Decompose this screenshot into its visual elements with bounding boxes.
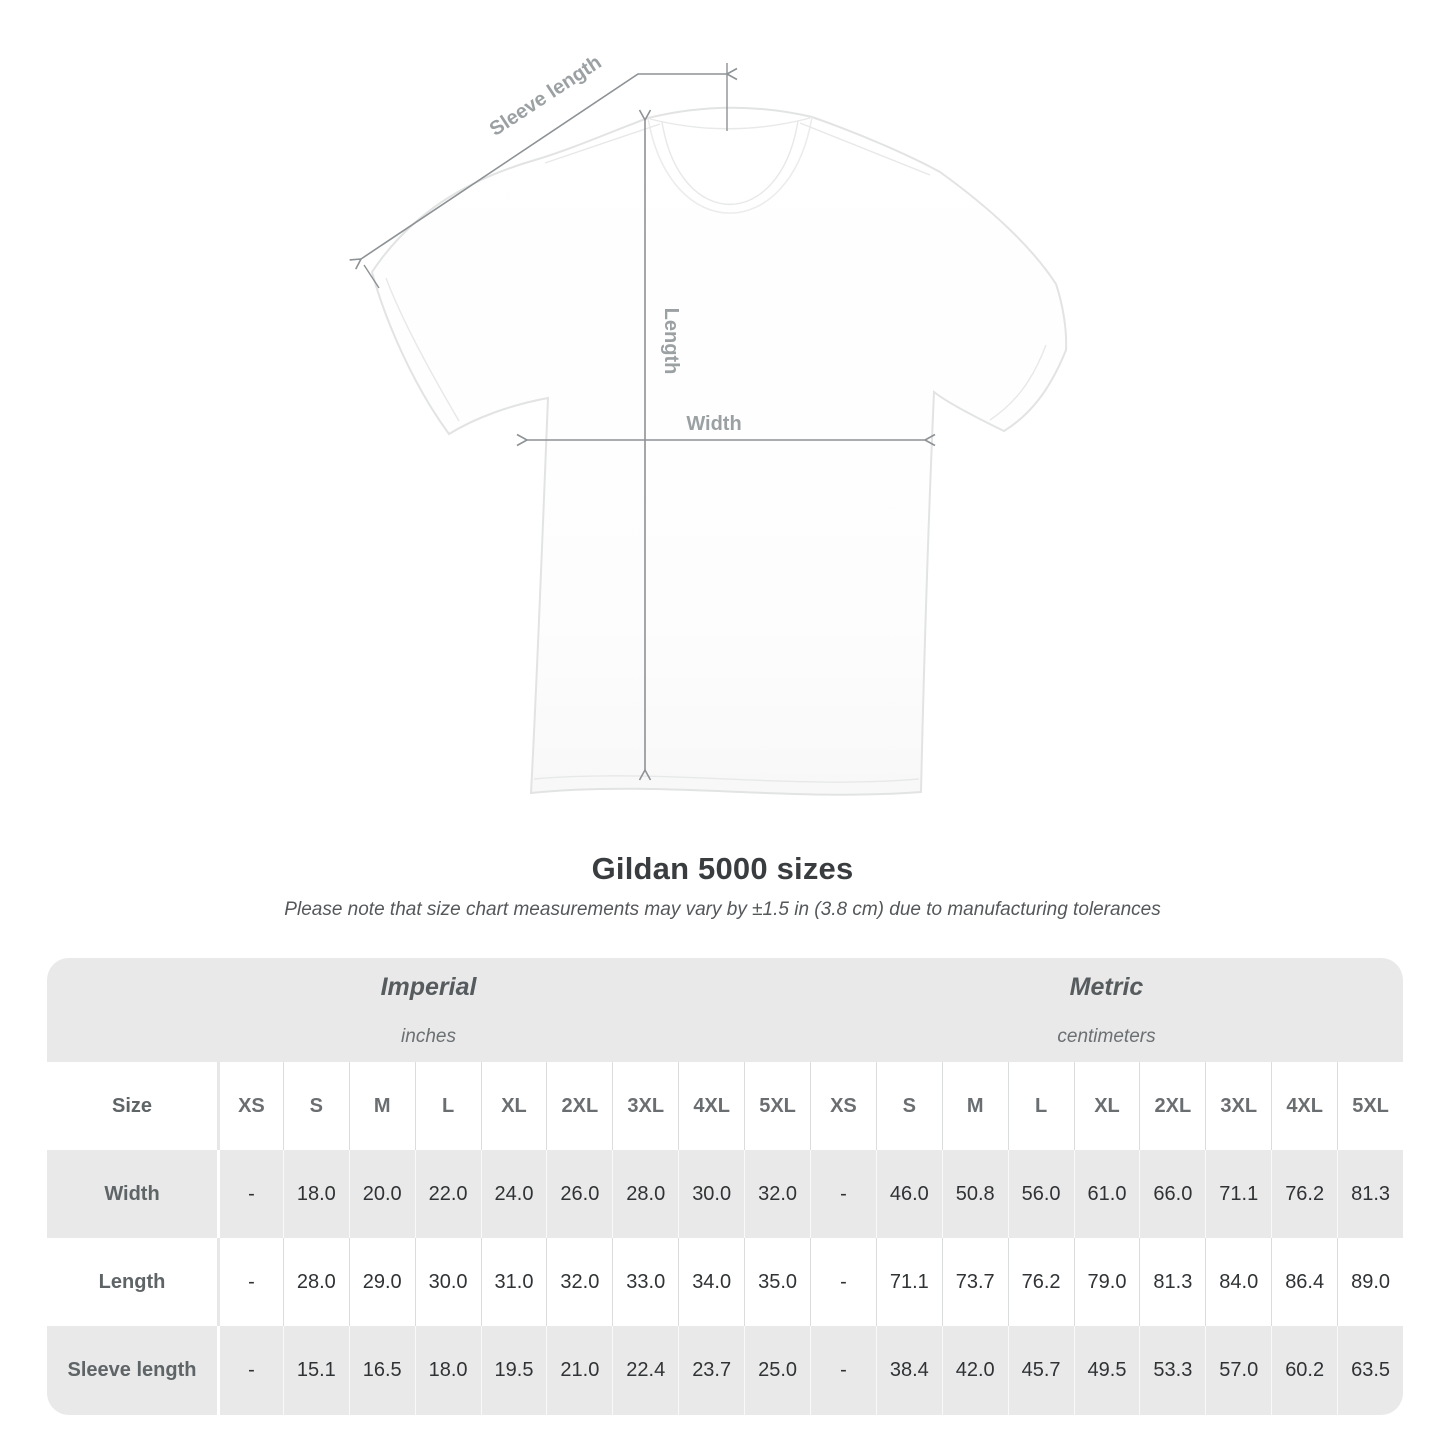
metric-group-header — [810, 958, 1403, 1062]
measurement-cell: 20.0 — [349, 1150, 415, 1238]
measurement-cell: 38.4 — [876, 1326, 942, 1415]
size-col-header: XS — [810, 1062, 876, 1150]
measurement-cell: 56.0 — [1008, 1150, 1074, 1238]
measurement-cell: 49.5 — [1074, 1326, 1140, 1415]
measurement-cell: 32.0 — [546, 1238, 612, 1326]
measurement-cell: 60.2 — [1271, 1326, 1337, 1415]
measurement-cell: 30.0 — [415, 1238, 481, 1326]
measurement-cell: 15.1 — [283, 1326, 349, 1415]
measurement-cell: - — [217, 1150, 283, 1238]
size-col-header: 3XL — [1205, 1062, 1271, 1150]
size-col-header: 2XL — [546, 1062, 612, 1150]
measurement-cell: 18.0 — [415, 1326, 481, 1415]
size-header-row — [47, 1062, 1403, 1150]
measurement-cell: 73.7 — [942, 1238, 1008, 1326]
measurement-cell: 66.0 — [1139, 1150, 1205, 1238]
size-column-header: Size — [111, 1094, 153, 1117]
row-label-length: Length — [98, 1270, 166, 1293]
sleeve-length-label: Sleeve length — [485, 51, 606, 141]
measurement-cell: 22.0 — [415, 1150, 481, 1238]
measurement-cell: 61.0 — [1074, 1150, 1140, 1238]
imperial-group-unit: inches — [401, 1025, 456, 1047]
tolerance-note: Please note that size chart measurements may vary by ±1.5 in (3.8 cm) due to manufacturing tolerances — [284, 899, 1161, 920]
measurement-cell: 84.0 — [1205, 1238, 1271, 1326]
measurement-cell: 25.0 — [744, 1326, 810, 1415]
row-label-width: Width — [104, 1182, 160, 1205]
size-col-header: S — [876, 1062, 942, 1150]
measurement-cell: - — [217, 1238, 283, 1326]
size-col-header: 2XL — [1139, 1062, 1205, 1150]
size-col-header: 5XL — [744, 1062, 810, 1150]
measurement-cell: 46.0 — [876, 1150, 942, 1238]
size-col-header: XL — [481, 1062, 547, 1150]
size-col-header: 3XL — [612, 1062, 678, 1150]
measurement-cell: 33.0 — [612, 1238, 678, 1326]
measurement-cell: - — [810, 1150, 876, 1238]
measurement-cell: 35.0 — [744, 1238, 810, 1326]
measurement-cell: 45.7 — [1008, 1326, 1074, 1415]
measurement-cell: 28.0 — [612, 1150, 678, 1238]
imperial-group-title: Imperial — [380, 972, 477, 1001]
width-label: Width — [686, 413, 742, 435]
measurement-cell: 22.4 — [612, 1326, 678, 1415]
measurement-cell: 50.8 — [942, 1150, 1008, 1238]
measurement-cell: 21.0 — [546, 1326, 612, 1415]
imperial-group-header — [47, 958, 810, 1062]
measurement-cell: 76.2 — [1271, 1150, 1337, 1238]
measurement-cell: 71.1 — [1205, 1150, 1271, 1238]
unit-group-header-row — [47, 958, 1403, 1062]
measurement-cell: 19.5 — [481, 1326, 547, 1415]
measurement-cell: - — [217, 1326, 283, 1415]
metric-group-unit: centimeters — [1057, 1025, 1156, 1047]
measurement-cell: 16.5 — [349, 1326, 415, 1415]
measurement-cell: 53.3 — [1139, 1326, 1205, 1415]
row-label-sleeve-length: Sleeve length — [67, 1359, 197, 1381]
measurement-cell: - — [810, 1326, 876, 1415]
size-col-header: XL — [1074, 1062, 1140, 1150]
measurement-cell: 32.0 — [744, 1150, 810, 1238]
measurement-cell: 28.0 — [283, 1238, 349, 1326]
length-label: Length — [660, 307, 682, 375]
size-col-header: 4XL — [678, 1062, 744, 1150]
measurement-cell: 31.0 — [481, 1238, 547, 1326]
sleeve-length-row — [47, 1326, 1403, 1415]
measurement-cell: 79.0 — [1074, 1238, 1140, 1326]
measurement-cell: 42.0 — [942, 1326, 1008, 1415]
size-col-header: M — [942, 1062, 1008, 1150]
measurement-cell: 89.0 — [1337, 1238, 1403, 1326]
measurement-cell: 29.0 — [349, 1238, 415, 1326]
length-row — [47, 1238, 1403, 1326]
metric-group-title: Metric — [1069, 972, 1144, 1001]
measurement-cell: 86.4 — [1271, 1238, 1337, 1326]
measurement-cell: 71.1 — [876, 1238, 942, 1326]
tshirt-illustration — [372, 108, 1066, 795]
measurement-cell: 24.0 — [481, 1150, 547, 1238]
measurement-cell: 81.3 — [1337, 1150, 1403, 1238]
measurement-cell: 76.2 — [1008, 1238, 1074, 1326]
measurement-cell: 81.3 — [1139, 1238, 1205, 1326]
width-row — [47, 1150, 1403, 1238]
size-col-header: L — [1008, 1062, 1074, 1150]
measurement-cell: 30.0 — [678, 1150, 744, 1238]
size-col-header: M — [349, 1062, 415, 1150]
size-col-header: L — [415, 1062, 481, 1150]
measurement-cell: - — [810, 1238, 876, 1326]
size-table — [47, 958, 1403, 1415]
measurement-cell: 63.5 — [1337, 1326, 1403, 1415]
size-col-header: XS — [217, 1062, 283, 1150]
measurement-cell: 23.7 — [678, 1326, 744, 1415]
size-col-header: 5XL — [1337, 1062, 1403, 1150]
measurement-cell: 18.0 — [283, 1150, 349, 1238]
measurement-cell: 26.0 — [546, 1150, 612, 1238]
size-col-header: S — [283, 1062, 349, 1150]
size-col-header: 4XL — [1271, 1062, 1337, 1150]
measurement-cell: 34.0 — [678, 1238, 744, 1326]
measurement-cell: 57.0 — [1205, 1326, 1271, 1415]
page-title: Gildan 5000 sizes — [591, 851, 854, 886]
